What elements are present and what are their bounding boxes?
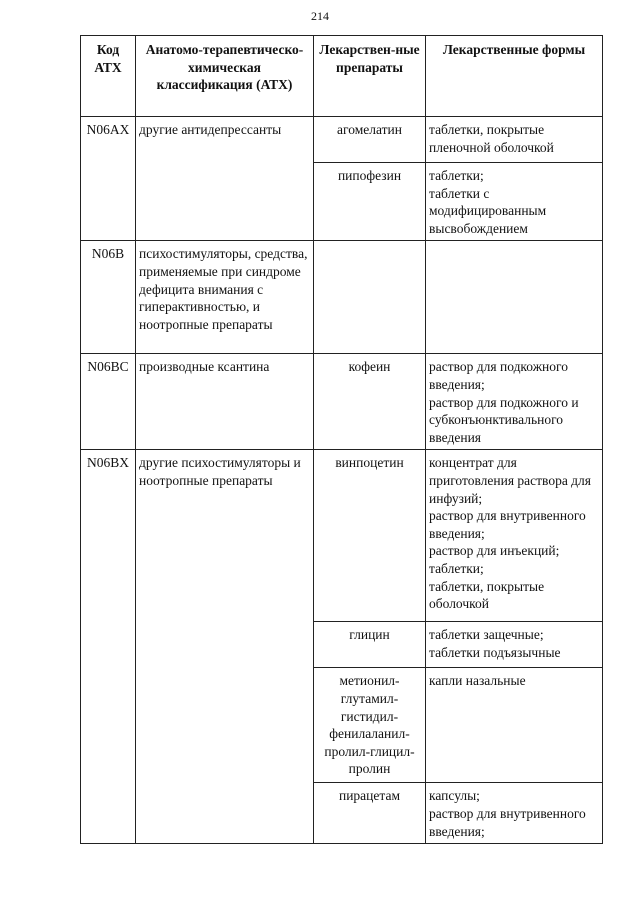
atc-code: N06B bbox=[81, 241, 136, 354]
dosage-form: таблетки, покрытые пленочной оболочкой bbox=[426, 117, 603, 163]
atc-code: N06BC bbox=[81, 354, 136, 450]
dosage-form: концентрат для приготовления раствора для инфузий; раствор для внутривенного введения; раствор для инъекций; таблетки; таблетки, покрытые оболочкой bbox=[426, 450, 603, 622]
page-number: 214 bbox=[311, 9, 329, 23]
drug-name: метионил-глутамил-гистидил-фенилаланил-пролил-глицил-пролин bbox=[314, 668, 426, 783]
dosage-form: капсулы; раствор для внутривенного введения; bbox=[426, 783, 603, 844]
drug-name: пипофезин bbox=[314, 163, 426, 241]
drug-name: винпоцетин bbox=[314, 450, 426, 622]
dosage-form: раствор для подкожного введения; раствор для подкожного и субконъюнктивального введения bbox=[426, 354, 603, 450]
drug-name: глицин bbox=[314, 622, 426, 668]
atc-code: N06AX bbox=[81, 117, 136, 241]
drug-name: кофеин bbox=[314, 354, 426, 450]
table-row bbox=[81, 450, 603, 622]
atc-group: другие антидепрессанты bbox=[136, 117, 314, 241]
atc-group: другие психостимуляторы и ноотропные препараты bbox=[136, 450, 314, 844]
table-row bbox=[81, 241, 603, 354]
dosage-form bbox=[426, 241, 603, 354]
atc-group: психостимуляторы, средства, применяемые при синдроме дефицита внимания с гиперактивностью, и ноотропные препараты bbox=[136, 241, 314, 354]
dosage-form: таблетки защечные; таблетки подъязычные bbox=[426, 622, 603, 668]
atc-group: производные ксантина bbox=[136, 354, 314, 450]
table-row bbox=[81, 354, 603, 450]
table-header-row bbox=[81, 36, 603, 117]
drug-name bbox=[314, 241, 426, 354]
dosage-form: капли назальные bbox=[426, 668, 603, 783]
header-code: Код АТХ bbox=[81, 36, 136, 117]
dosage-form: таблетки; таблетки с модифицированным высвобождением bbox=[426, 163, 603, 241]
header-forms: Лекарственные формы bbox=[426, 36, 603, 117]
drug-name: агомелатин bbox=[314, 117, 426, 163]
table-row bbox=[81, 117, 603, 163]
atc-table bbox=[80, 35, 603, 844]
header-atc: Анатомо-терапевтическо-химическая классификация (АТХ) bbox=[136, 36, 314, 117]
drug-name: пирацетам bbox=[314, 783, 426, 844]
header-drugs: Лекарствен-ные препараты bbox=[314, 36, 426, 117]
atc-code: N06BX bbox=[81, 450, 136, 844]
